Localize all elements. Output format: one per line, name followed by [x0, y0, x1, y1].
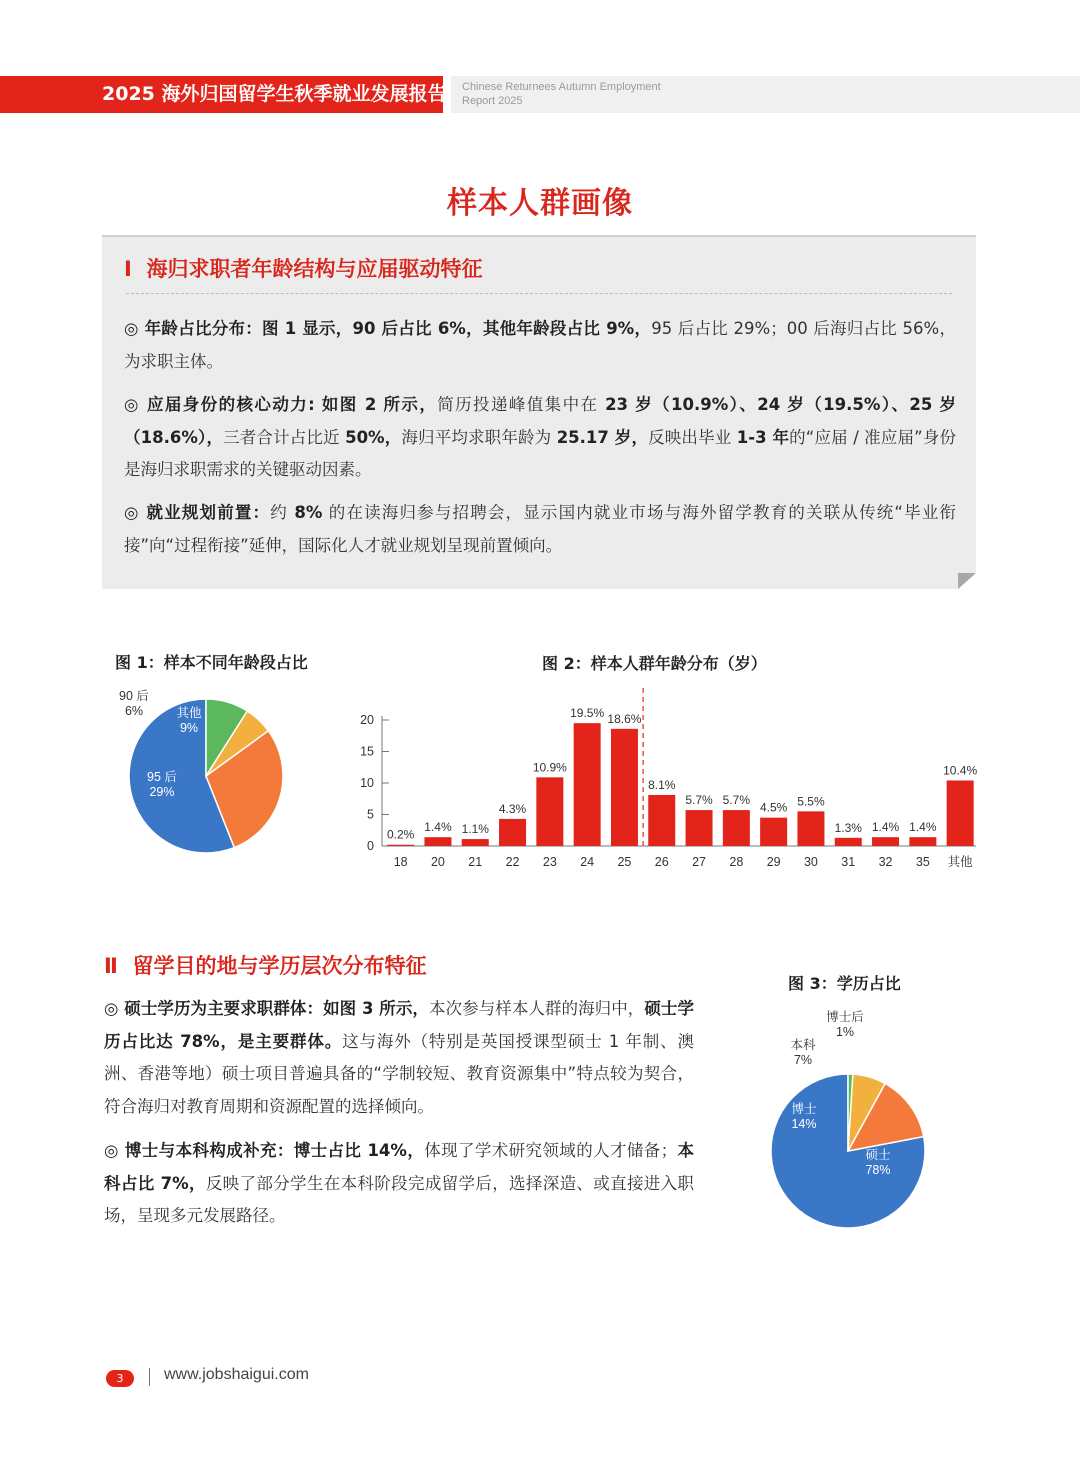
- report-title-en-line2: Report 2025: [462, 95, 523, 107]
- fig2-data-label: 10.9%: [532, 760, 567, 775]
- fig2-category-label: 25: [617, 855, 632, 869]
- fig2-category-label: 18: [393, 855, 408, 869]
- fig2-data-label: 1.4%: [871, 820, 900, 835]
- fig2-bar-25: [611, 729, 638, 846]
- p3-text-1: 约: [270, 503, 295, 522]
- p2-bold-3: 25.17 岁，: [556, 427, 649, 447]
- p3-lead: ◎ 就业规划前置：: [124, 503, 271, 522]
- fig2-data-label: 4.3%: [498, 801, 527, 816]
- figure2-title: 图 2：样本人群年龄分布（岁）: [542, 654, 767, 673]
- fig2-bar-30: [797, 811, 824, 846]
- p2-text-2: 三者合计占比近: [223, 427, 346, 447]
- fig2-data-label: 1.3%: [834, 820, 862, 835]
- fig2-y-tick-label: 0: [367, 839, 374, 853]
- fig3-slice-label-3: 本科: [790, 1038, 816, 1052]
- fig2-data-label: 10.4%: [943, 763, 978, 778]
- fig2-category-label: 28: [729, 855, 744, 869]
- fig2-y-tick-label: 20: [360, 713, 374, 727]
- fig3-slice-label-2: 博士: [791, 1102, 817, 1116]
- section1-paragraph-3: [124, 497, 956, 562]
- section2-heading: [104, 950, 426, 980]
- fig2-category-label: 31: [841, 855, 856, 869]
- fig2-data-label: 1.1%: [461, 822, 489, 837]
- fig2-category-label: 27: [692, 855, 707, 869]
- figure3-pie-chart: [760, 1005, 950, 1235]
- fig2-y-tick-label: 5: [367, 807, 374, 822]
- fig2-category-label: 30: [803, 855, 818, 869]
- section1-box: [102, 235, 976, 589]
- p2-text-3: 海归平均求职年龄为: [401, 427, 557, 447]
- fig2-data-label: 19.5%: [570, 706, 605, 721]
- fig2-data-label: 8.1%: [648, 777, 676, 792]
- fig2-data-label: 18.6%: [607, 711, 642, 726]
- p2-bold-2: 50%，: [345, 427, 402, 447]
- fig2-category-label: 22: [505, 855, 520, 869]
- fig3-slice-value-1: 78%: [865, 1163, 891, 1177]
- fig3-slice-value-2: 14%: [791, 1117, 817, 1131]
- fig2-data-label: 5.5%: [797, 794, 825, 809]
- fig2-category-label: 其他: [947, 855, 973, 869]
- fig2-category-label: 35: [915, 855, 930, 869]
- fig2-y-tick-label: 10: [360, 776, 374, 790]
- p3-bold-1: 8%: [294, 503, 323, 522]
- fig2-bar-26: [648, 795, 675, 846]
- fig2-data-label: 1.4%: [424, 820, 452, 835]
- fig1-slice-label-3: 90 后: [119, 689, 149, 703]
- fig2-bar-32: [872, 837, 899, 846]
- divider: [126, 293, 952, 294]
- p2-text-5: 的“应届 / 准应届”身份是海归求职需求的关键驱动因素。: [124, 427, 956, 479]
- section1-paragraph-2: [124, 389, 956, 487]
- fig2-bar-22: [499, 819, 526, 846]
- s2p2-text-2: 反映了部分学生在本科阶段完成留学后，选择深造、或直接进入职场，呈现多元发展路径。: [104, 1173, 694, 1225]
- fig1-slice-value-3: 6%: [124, 704, 144, 718]
- figure1-title: 图 1：样本不同年龄段占比: [115, 653, 308, 672]
- fig1-slice-label-4: 其他: [176, 706, 202, 720]
- report-title-en: [462, 80, 722, 108]
- fig2-bar-23: [536, 777, 563, 846]
- fig2-bar-24: [574, 723, 601, 846]
- fig3-slice-label-1: 硕士: [865, 1148, 891, 1162]
- figure1-pie-chart: [100, 680, 300, 870]
- fig2-bar-27: [686, 810, 713, 846]
- s2p1-text-2: 这与海外（特别是英国授课型硕士 1 年制、澳洲、香港等地）硕士项目普遍具备的“学制较短、教育资源集中”特点较为契合，符合海归对教育周期和资源配置的选择倾向。: [104, 1031, 694, 1116]
- s2p1-text-1: 本次参与样本人群的海归中，: [429, 999, 645, 1018]
- s2p1-lead: ◎ 硕士学历为主要求职群体：如图 3 所示，: [104, 999, 429, 1018]
- section2-paragraph-1: [104, 993, 694, 1123]
- fig2-category-label: 26: [654, 855, 669, 869]
- section2-marker: Ⅱ: [104, 954, 118, 978]
- fig2-bar-35: [909, 837, 936, 846]
- fig2-bar-21: [462, 839, 489, 846]
- p3-text-2: 的在读海归参与招聘会，显示国内就业市场与海外留学教育的关联从传统“毕业衔接”向“过程衔接”延伸，国际化人才就业规划呈现前置倾向。: [124, 503, 956, 555]
- footer-separator: [149, 1368, 150, 1386]
- report-title: 2025 海外归国留学生秋季就业发展报告: [102, 83, 447, 105]
- section1-paragraph-1: [124, 313, 956, 378]
- fig3-slice-label-4: 博士后: [826, 1010, 864, 1024]
- fig2-data-label: 1.4%: [909, 820, 937, 835]
- fig2-category-label: 21: [468, 855, 483, 869]
- p2-bold-4: 1-3 年: [736, 427, 790, 447]
- s2p2-lead: ◎ 博士与本科构成补充：博士占比 14%，: [104, 1141, 425, 1160]
- figure2-bar-chart: [350, 680, 990, 880]
- s2p2-text-1: 体现了学术研究领域的人才储备；: [424, 1141, 678, 1160]
- fig2-data-label: 0.2%: [386, 827, 415, 842]
- fig2-category-label: 29: [766, 855, 781, 869]
- fig2-y-tick-label: 15: [360, 744, 374, 759]
- s2p2-bold-1: 本科占比 7%，: [104, 1141, 695, 1193]
- fig2-data-label: 4.5%: [759, 800, 788, 815]
- page-fold-corner: [958, 573, 976, 589]
- fig1-slice-label-2: 95 后: [147, 770, 177, 784]
- p2-text-4: 反映出毕业: [648, 427, 737, 447]
- page-number-badge: 3: [106, 1370, 134, 1387]
- fig2-bar-20: [424, 837, 451, 846]
- fig2-category-label: 32: [878, 855, 893, 869]
- fig3-slice-value-4: 1%: [835, 1025, 855, 1039]
- p1-rest: 95 后占比 29%；00 后海归占比 56%，为求职主体。: [124, 319, 956, 371]
- p1-lead: ◎ 年龄占比分布：图 1 显示，90 后占比 6%，其他年龄段占比 9%，: [124, 319, 652, 338]
- fig2-category-label: 20: [430, 855, 445, 869]
- section2-title: 留学目的地与学历层次分布特征: [132, 954, 427, 978]
- fig2-bar-31: [835, 838, 862, 846]
- section1-title: 海归求职者年龄结构与应届驱动特征: [146, 257, 483, 281]
- fig2-bar-18: [387, 845, 414, 846]
- fig1-slice-value-2: 29%: [149, 785, 175, 799]
- s2p1-bold-1: 硕士学历占比达 78%，是主要群体。: [104, 999, 694, 1051]
- footer-url[interactable]: www.jobshaigui.com: [164, 1366, 309, 1383]
- section1-marker: Ⅰ: [124, 257, 132, 281]
- p2-lead: ◎ 应届身份的核心动力: 如图 2 所示，: [124, 395, 438, 414]
- page-title: 样本人群画像: [447, 186, 633, 221]
- figure3-title: 图 3：学历占比: [788, 974, 901, 993]
- fig1-slice-value-4: 9%: [179, 721, 199, 735]
- section1-heading: [124, 253, 482, 283]
- fig3-slice-value-3: 7%: [793, 1053, 813, 1067]
- section2-paragraph-2: [104, 1135, 694, 1233]
- p2-text-1: 简历投递峰值集中在: [437, 395, 606, 414]
- p2-bold-1: 23 岁（10.9%）、24 岁（19.5%）、25 岁（18.6%），: [124, 395, 956, 447]
- fig2-data-label: 5.7%: [685, 793, 713, 808]
- fig2-bar-29: [760, 818, 787, 846]
- fig2-category-label: 23: [542, 855, 557, 869]
- fig2-data-label: 5.7%: [722, 793, 751, 808]
- fig2-bar-其他: [947, 780, 974, 846]
- report-title-en-line1: Chinese Returnees Autumn Employment: [462, 81, 661, 93]
- fig2-bar-28: [723, 810, 750, 846]
- fig2-category-label: 24: [580, 855, 595, 869]
